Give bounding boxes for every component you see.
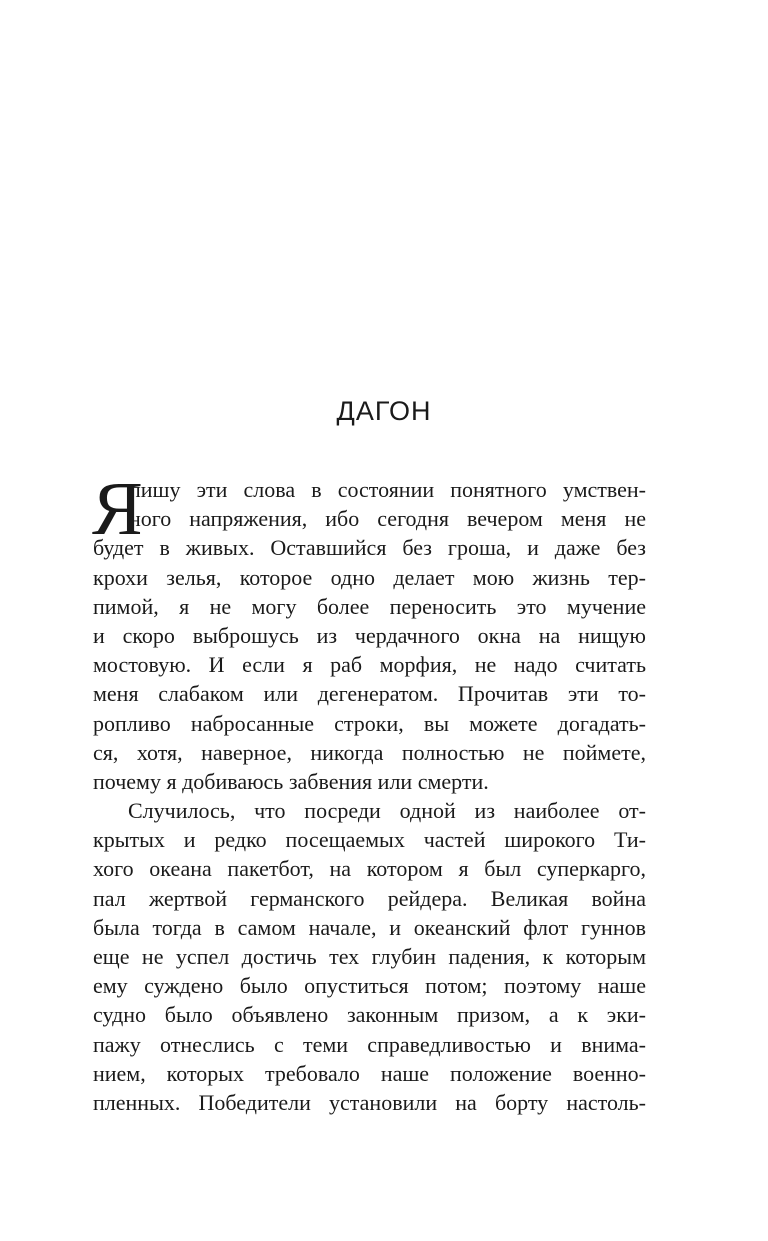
chapter-text [92, 467, 646, 1117]
text-line: хого океана пакетбот, на котором я был суперкарго, [93, 856, 646, 882]
text-line: пишу эти слова в состоянии понятного умствен- [129, 477, 646, 502]
text-line: ропливо набросанные строки, вы можете догадать- [93, 710, 646, 736]
text-line: меня слабаком или дегенератом. Прочитав эти то- [93, 681, 646, 707]
text-line: крытых и редко посещаемых частей широкого Ти- [93, 827, 646, 853]
text-line: пимой, я не могу более переносить это мучение [93, 593, 646, 619]
text-line: ного напряжения, ибо сегодня вечером меня не [129, 506, 646, 532]
text-line: судно было объявлено законным призом, а к эки- [93, 1002, 646, 1028]
text-line: мостовую. И если я раб морфия, не надо считать [93, 652, 646, 678]
paragraph [93, 796, 646, 1117]
text-line: пал жертвой германского рейдера. Великая война [93, 885, 646, 911]
text-line: еще не успел достичь тех глубин падения, к которым [93, 944, 646, 969]
text-line: была тогда в самом начале, и океанский флот гуннов [93, 914, 646, 940]
text-line: Случилось, что посреди одной из наиболее от- [128, 798, 646, 824]
text-line: почему я добиваюсь забвения или смерти. [93, 768, 489, 794]
text-line: и скоро выброшусь из чердачного окна на нищую [93, 622, 646, 648]
paragraph [93, 475, 646, 796]
text-line: будет в живых. Оставшийся без гроша, и даже без [93, 535, 646, 561]
text-line: ся, хотя, наверное, никогда полностью не поймете, [93, 739, 646, 765]
drop-cap: Я [92, 467, 143, 551]
text-line: нием, которых требовало наше положение военно- [93, 1060, 646, 1086]
chapter-title: ДАГОН [336, 396, 432, 426]
text-line: пажу отнеслись с теми справедливостью и внима- [93, 1031, 646, 1057]
text-line: крохи зелья, которое одно делает мою жизнь тер- [93, 564, 646, 590]
text-line: пленных. Победители установили на борту настоль- [93, 1089, 646, 1115]
text-line: ему суждено было опуститься потом; поэтому наше [93, 973, 646, 999]
